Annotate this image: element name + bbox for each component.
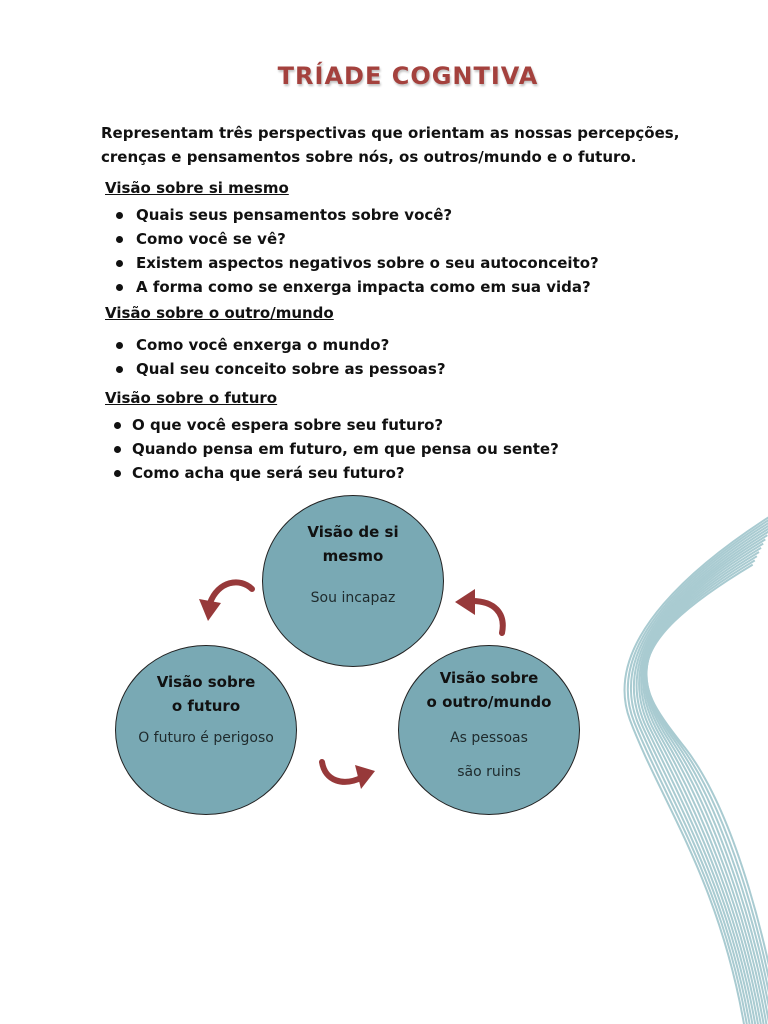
circle-description: Sou incapaz <box>310 590 396 606</box>
circle-description: O futuro é perigoso <box>138 730 274 746</box>
intro-paragraph: Representam três perspectivas que orientam as nossas percepções, crenças e pensamentos sobre nós, os outros/mundo e o futuro. <box>101 124 680 166</box>
question-list <box>105 413 559 485</box>
circle-heading: mesmo <box>322 547 384 565</box>
section-self-view <box>105 178 599 299</box>
section-heading: Visão sobre o outro/mundo <box>105 304 334 322</box>
question-list <box>105 203 599 299</box>
circle-description: As pessoas <box>450 730 528 746</box>
circle-heading: Visão sobre <box>439 669 539 687</box>
circle-heading: o futuro <box>171 697 241 715</box>
list-item: Como acha que será seu futuro? <box>105 461 559 485</box>
list-item: Como você enxerga o mundo? <box>105 333 446 357</box>
list-item: Qual seu conceito sobre as pessoas? <box>105 357 446 381</box>
curved-arrow-icon <box>315 755 380 800</box>
circle-heading: o outro/mundo <box>426 693 552 711</box>
list-item: Como você se vê? <box>105 227 599 251</box>
question-list <box>105 333 446 381</box>
section-future-view <box>105 388 559 485</box>
curved-arrow-icon <box>450 585 515 640</box>
circle-heading: Visão sobre <box>156 673 256 691</box>
page-title: TRÍADE COGNTIVA <box>277 62 539 90</box>
circle-future-view <box>115 645 297 815</box>
list-item: O que você espera sobre seu futuro? <box>105 413 559 437</box>
circle-heading: Visão de si <box>307 523 399 541</box>
circle-world-view <box>398 645 580 815</box>
list-item: Quais seus pensamentos sobre você? <box>105 203 599 227</box>
section-world-view <box>105 303 446 381</box>
list-item: Quando pensa em futuro, em que pensa ou sente? <box>105 437 559 461</box>
curved-arrow-icon <box>190 575 260 630</box>
list-item: A forma como se enxerga impacta como em sua vida? <box>105 275 599 299</box>
circle-description: são ruins <box>457 764 521 780</box>
section-heading: Visão sobre o futuro <box>105 389 278 407</box>
circle-self-view <box>262 495 444 667</box>
section-heading: Visão sobre si mesmo <box>105 179 289 197</box>
list-item: Existem aspectos negativos sobre o seu autoconceito? <box>105 251 599 275</box>
wave-line <box>646 560 768 1024</box>
